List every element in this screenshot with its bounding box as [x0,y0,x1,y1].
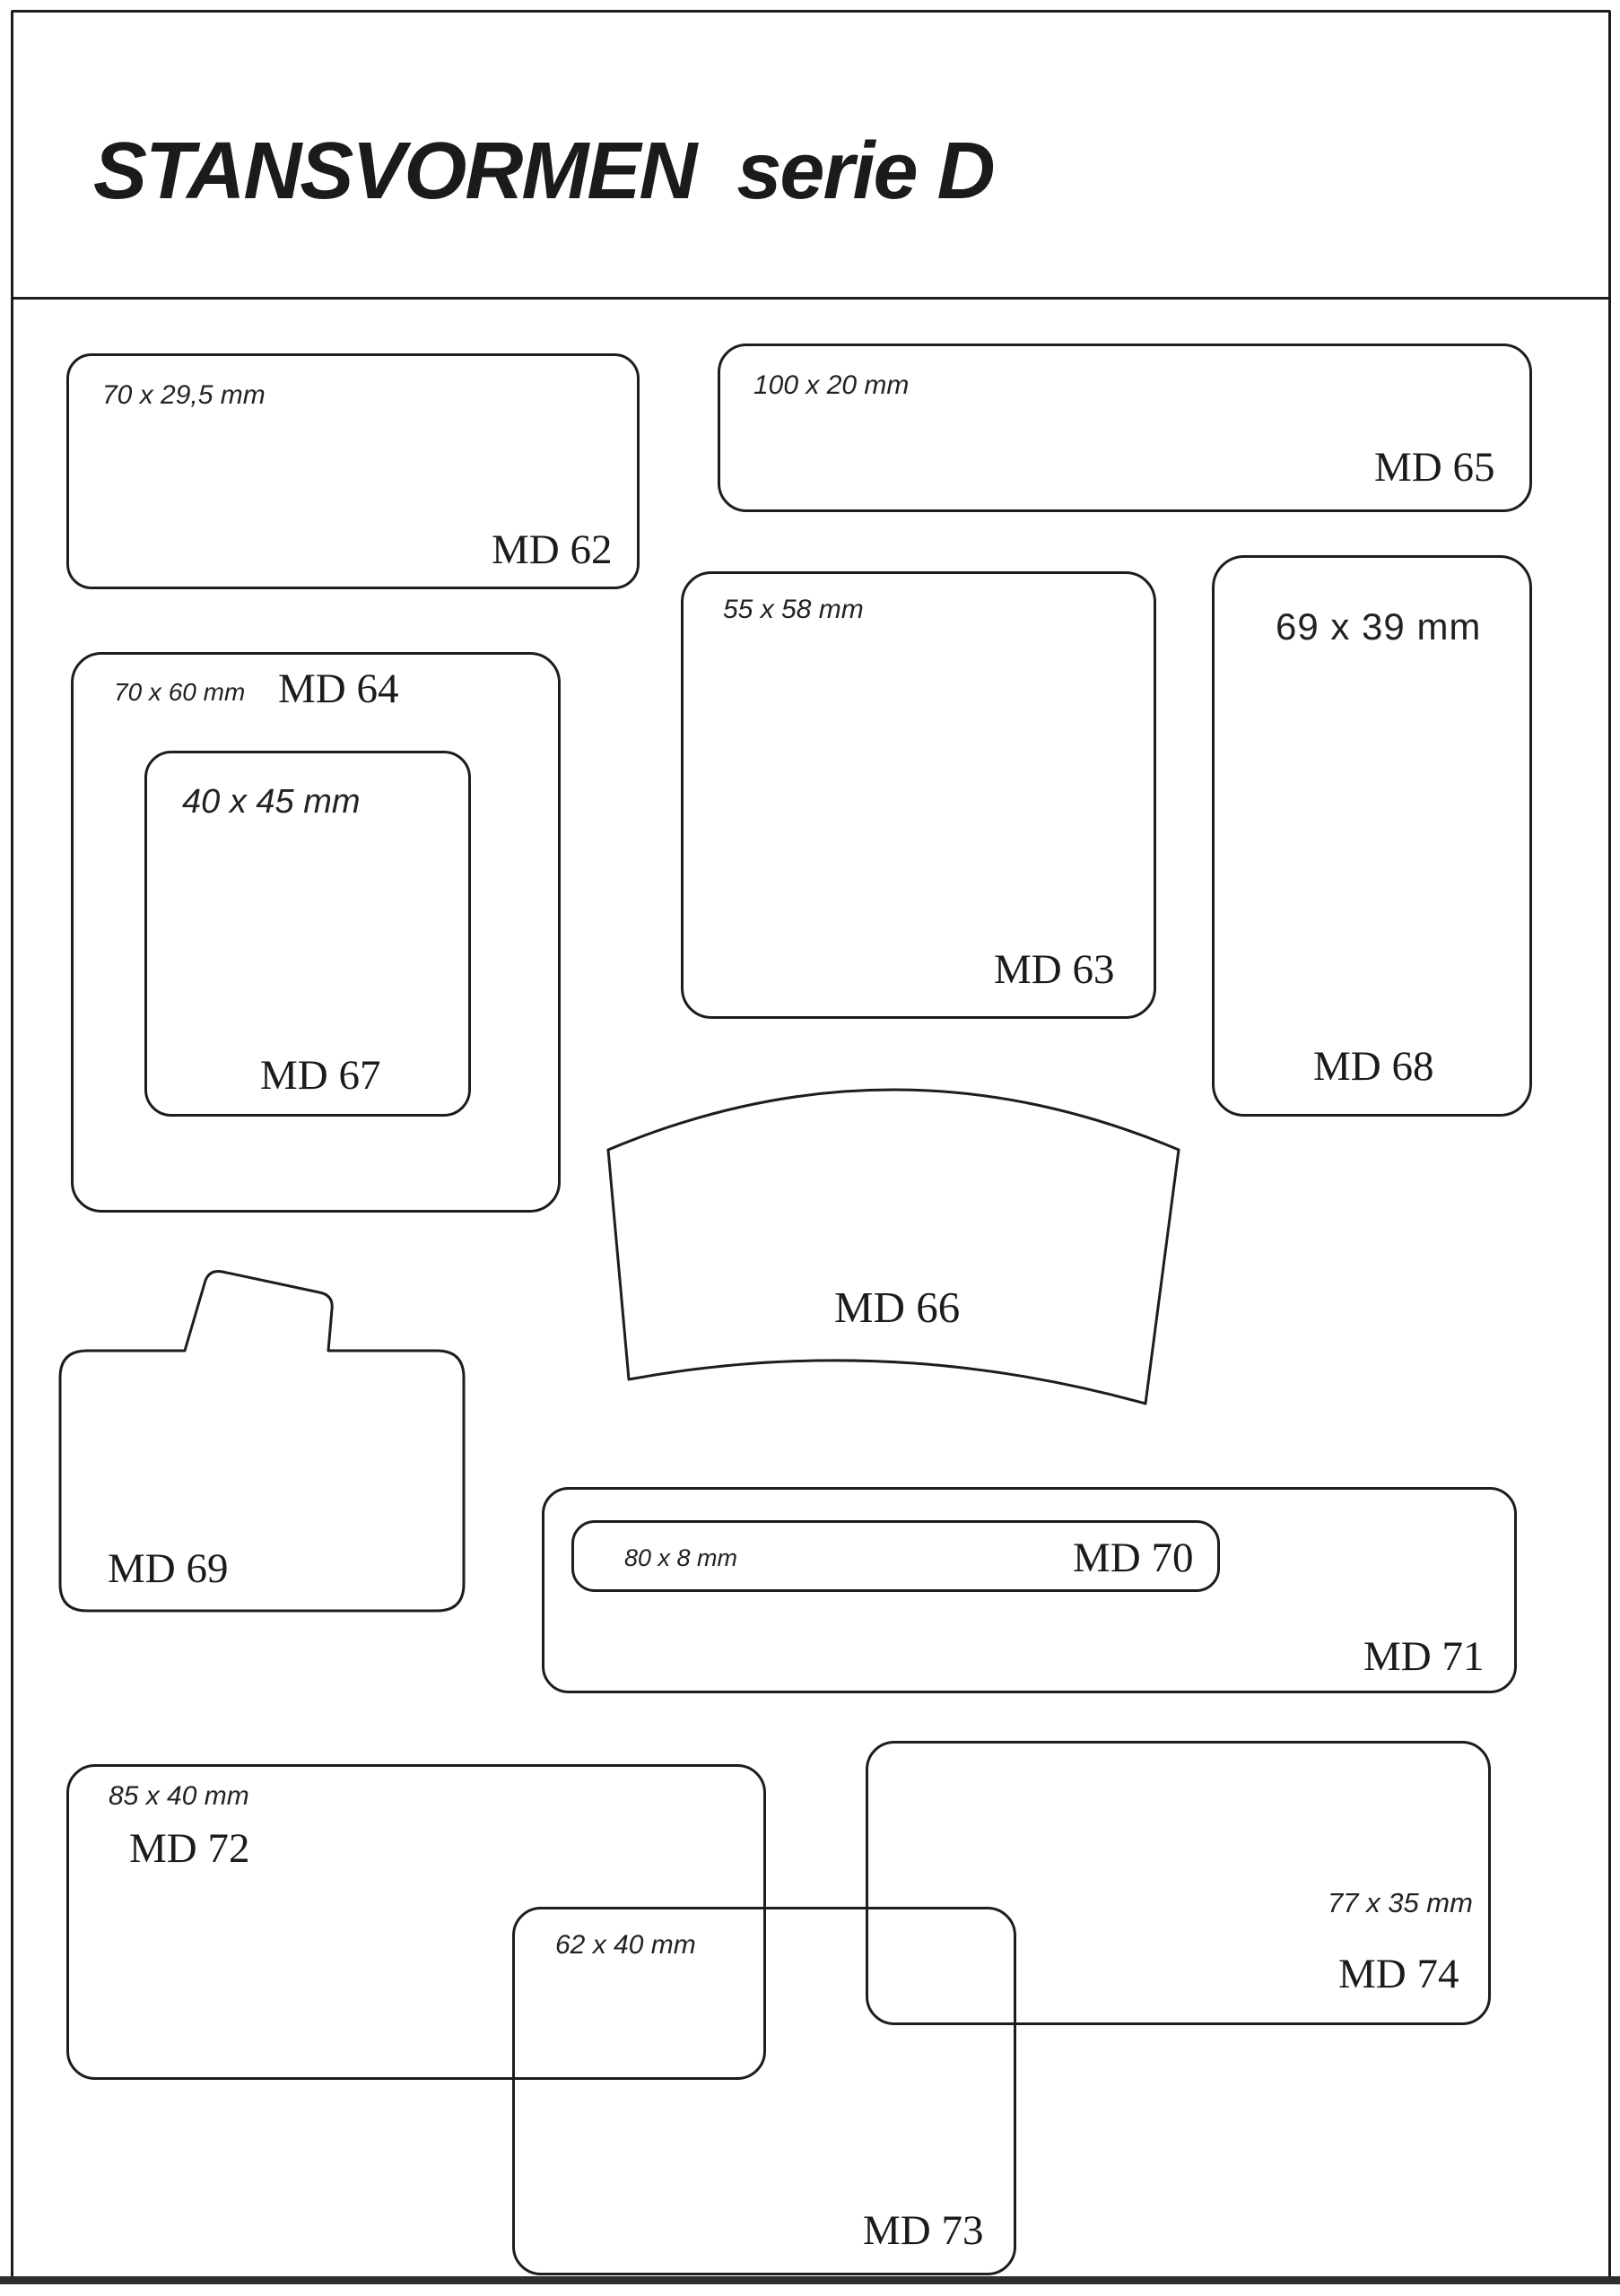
die-label-md66: MD 66 [834,1283,961,1332]
footer-rule [0,2276,1620,2284]
die-label-md67: MD 67 [260,1052,381,1099]
die-label-md70: MD 70 [1073,1535,1194,1581]
dimension-label-md72: 85 x 40 mm [109,1781,249,1811]
dimension-label-md62: 70 x 29,5 mm [102,380,266,410]
die-label-md65: MD 65 [1374,444,1495,491]
die-label-md62: MD 62 [492,526,613,573]
dimension-label-md70: 80 x 8 mm [624,1544,738,1571]
dimension-label-md67: 40 x 45 mm [182,783,361,821]
die-label-md63: MD 63 [994,946,1115,993]
dimension-label-md68: 69 x 39 mm [1276,605,1482,648]
die-label-md68: MD 68 [1313,1043,1434,1090]
die-label-md72: MD 72 [129,1825,250,1872]
die-label-md64: MD 64 [278,665,399,712]
die-label-md73: MD 73 [863,2207,984,2254]
dimension-label-md74: 77 x 35 mm [1328,1887,1473,1918]
die-label-md69: MD 69 [108,1545,229,1592]
dimension-label-md63: 55 x 58 mm [723,595,864,624]
header-divider [11,297,1608,300]
die-label-md74: MD 74 [1338,1951,1459,1997]
dimension-label-md64: 70 x 60 mm [114,678,246,706]
die-label-md71: MD 71 [1363,1633,1485,1680]
page-title: STANSVORMEN serie D [93,126,994,216]
dimension-label-md73: 62 x 40 mm [555,1930,696,1960]
dimension-label-md65: 100 x 20 mm [753,370,910,400]
